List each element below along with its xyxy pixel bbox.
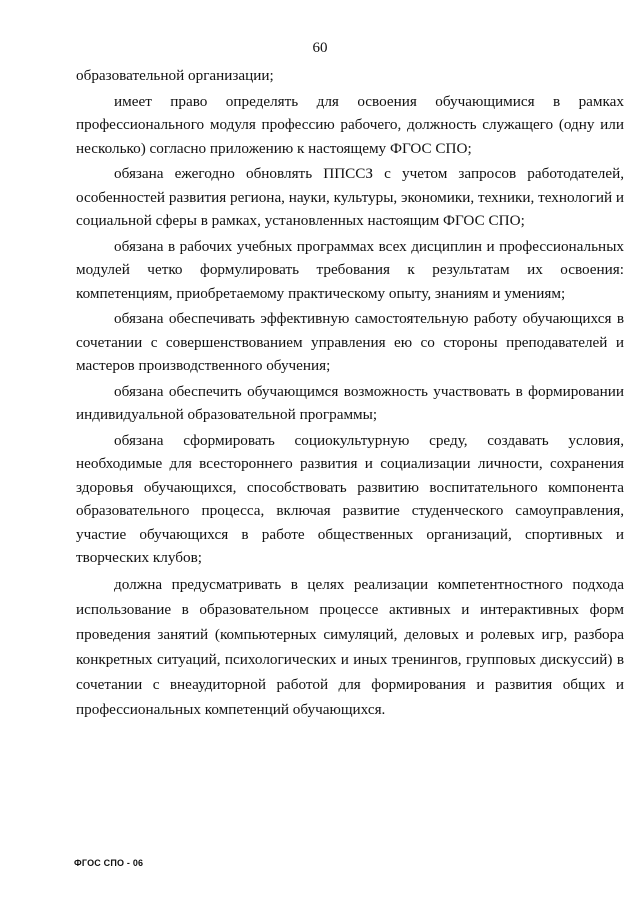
paragraph-learning-requirements: обязана в рабочих учебных программах всех дисциплин и профессиональных модулей четко формулировать требования к результатам их освоения: компетенциям, приобретаемому практическому опыту, знаниям и умениям;	[76, 237, 624, 302]
page-number: 60	[312, 40, 328, 56]
paragraph-independent-work: обязана обеспечивать эффективную самостоятельную работу обучающихся в сочетании с совершенствованием управления ею со стороны преподавателей и мастеров производственного обучения;	[76, 310, 624, 374]
paragraph-update-ppssz: обязана ежегодно обновлять ППССЗ с учетом запросов работодателей, особенностей развития региона, науки, культуры, экономики, техники, технологий и социальной сферы в рамках, установленных настоящим ФГОС СПО;	[76, 165, 624, 229]
footer-label: ФГОС СПО - 06	[74, 858, 144, 868]
document-body	[76, 64, 624, 722]
paragraph-individual-program: обязана обеспечить обучающимся возможность участвовать в формировании индивидуальной образовательной программы;	[76, 382, 624, 423]
paragraph-continuation: образовательной организации;	[76, 67, 274, 84]
paragraph-sociocultural-environment: обязана сформировать социокультурную среду, создавать условия, необходимые для всестороннего развития и социализации личности, сохранения здоровья обучающихся, способствовать развитию воспитательного компонента образовательного процесса, включая развитие студенческого самоуправления, участие обучающихся в работе общественных организаций, спортивных и творческих клубов;	[76, 431, 624, 566]
paragraph-interactive-forms: должна предусматривать в целях реализации компетентностного подхода использование в образовательном процессе активных и интерактивных форм проведения занятий (компьютерных симуляций, деловых и ролевых игр, разбора конкретных ситуаций, психологических и иных тренингов, групповых дискуссий) в сочетании с внеаудиторной работой для формирования и развития общих и профессиональных компетенций обучающихся.	[76, 575, 624, 718]
paragraph-profession-right: имеет право определять для освоения обучающимися в рамках профессионального модуля профессию рабочего, должность служащего (одну или несколько) согласно приложению к настоящему ФГОС СПО;	[76, 92, 624, 157]
